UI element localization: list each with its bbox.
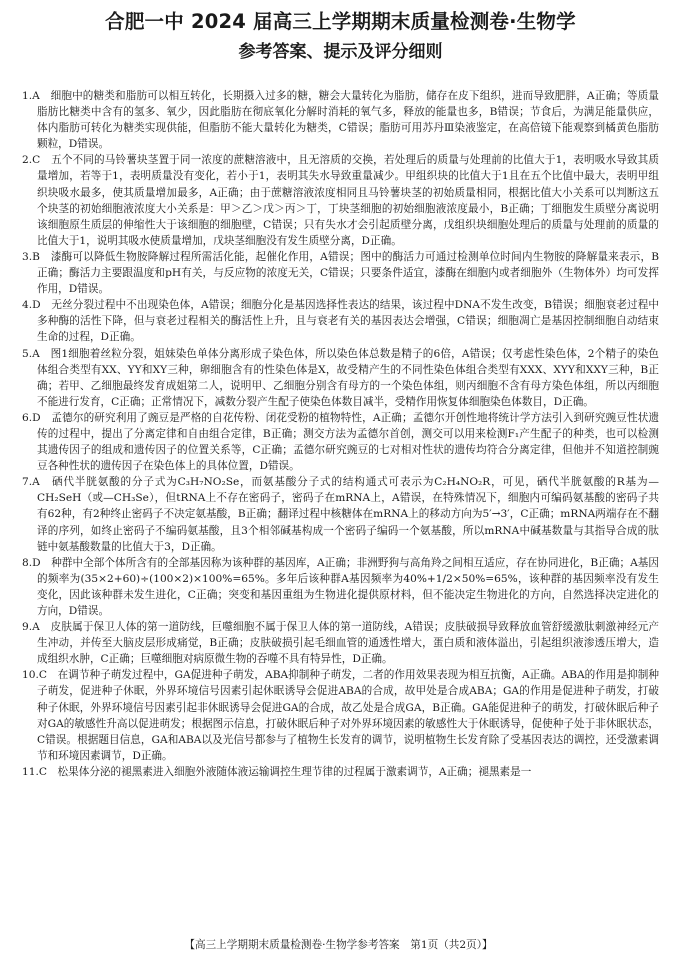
- answer-explanation: C 在调节种子萌发过程中，GA促进种子萌发，ABA抑制种子萌发，二者的作用效果表现为相互抗衡，A正确。ABA的作用是抑制种子萌发，促进种子休眠，外界环境信号因素引起休眠诱导会促进ABA的合成，故甲处是合成ABA；GA的作用是促进种子萌发，打破种子休眠，外界环境信号因素引起非休眠诱导会促进GA的合成，故乙处是合成GA，B正确。GA能促进种子的萌发，打破休眠后种子对GA的敏感性升高以促进萌发；根据图示信息，打破休眠后种子对外界环境因素的敏感性大于休眠诱导，促使种子处于非休眠状态，C错误。根据题目信息，GA和ABA以及光信号都参与了植物生长发育的调节，说明植物生长发育除了受基因表达的调控，还受激素调节和环境因素调节，D正确。: [37, 669, 659, 762]
- answer-number: 4.: [22, 299, 33, 312]
- answer-item-3: [22, 249, 659, 297]
- answer-number: 2.: [22, 154, 33, 167]
- answer-explanation: A 细胞中的糖类和脂肪可以相互转化，长期摄入过多的糖，糖会大量转化为脂肪，储存在皮下组织，进而导致肥胖，A正确；等质量脂肪比糖类中含有的氢多、氧少，因此脂肪在彻底氧化分解时消耗的氧气多，释放的能量也多，B错误；节食后，为满足能量供应，体内脂肪可转化为糖类实现供能，但脂肪不能大量转化为糖类，C错误；脂肪可用苏丹Ⅲ染液鉴定，在高倍镜下能观察到橘黄色脂肪颗粒，D错误。: [32, 90, 659, 151]
- answer-explanation: D 无丝分裂过程中不出现染色体，A错误；细胞分化是基因选择性表达的结果，该过程中DNA不发生改变，B错误；细胞衰老过程中多种酶的活性下降，但与衰老过程相关的酶活性上升，且与衰老有关的基因表达会增强，C错误；细胞凋亡是基因控制细胞自动结束生命的过程，D正确。: [32, 299, 659, 344]
- page-subtitle: 参考答案、提示及评分细则: [238, 42, 443, 62]
- answer-item-9: [22, 619, 659, 667]
- answer-item-2: [22, 152, 659, 249]
- answer-item-1: [22, 88, 659, 152]
- answer-explanation: A 硒代半胱氨酸的分子式为C₃H₇NO₂Se，而氨基酸分子式的结构通式可表示为C₂H₄NO₂R，可见，硒代半胱氨酸的R基为—CH₂SeH（或—CH₃Se），但tRNA上不存在密码子，密码子在mRNA上，A错误，在特殊情况下，细胞内可编码氨基酸的密码子共有62种，有2种终止密码子不决定氨基酸，B正确；翻译过程中核糖体在mRNA上的移动方向为5′→3′，C正确；mRNA两端存在不翻译的序列，如终止密码子不编码氨基酸，且3个相邻碱基构成一个密码子编码一个氨基酸，所以mRNA中碱基数量与其指导合成的肽链中氨基酸数量的比值大于3，D正确。: [32, 476, 659, 553]
- answer-explanation: C 五个不同的马铃薯块茎置于同一浓度的蔗糖溶液中，且无溶质的交换，若处理后的质量与处理前的比值大于1，表明吸水导致其质量增加，若等于1，表明质量没有变化，若小于1，表明其失水导致重量减少。甲组织块的比值大于1且在五个比值中最大，表明甲组织块吸水最多，使其质量增加最多，A正确；由于蔗糖溶液浓度相同且马铃薯块茎的初始质量相同，根据比值大小关系可以判断这五个块茎的初始细胞液浓度大小关系是：甲＞乙＞戊＞丙＞丁，丁块茎细胞的初始细胞液浓度最小，B正确；丁细胞发生质壁分离说明该细胞原生质层的伸缩性大于该细胞的细胞壁，C错误；只有失水才会引起质壁分离，戊组织块细胞处理后的质量与处理前的质量的比值大于1，说明其吸水使质量增加，戊块茎细胞没有发生质壁分离，D正确。: [32, 154, 659, 247]
- answer-number: 1.: [22, 90, 33, 102]
- answer-item-7: [22, 474, 659, 554]
- answer-explanation: D 孟德尔的研究利用了豌豆是严格的自花传粉、闭花受粉的植物特性，A正确；孟德尔开创性地将统计学方法引入到研究豌豆性状遗传的过程中，提出了分离定律和自由组合定律，B正确；测交方法为孟德尔首创，测交可以用来检测F₁产生配子的种类，也可以检测其遗传因子的组成和遗传因子的位置关系等，C正确；孟德尔研究豌豆的七对相对性状的遗传均符合分离定律，但他并不知道控制豌豆各种性状的遗传因子在染色体上的具体位置，D错误。: [32, 411, 659, 473]
- answer-number: 3.: [22, 250, 33, 263]
- answer-number: 7.: [22, 476, 33, 489]
- answer-number: 10.: [22, 669, 39, 682]
- answer-item-10: [22, 667, 659, 764]
- page-title: 合肥一中 2024 届高三上学期期末质量检测卷·生物学: [105, 10, 576, 33]
- answer-list: [22, 88, 659, 780]
- answer-item-11: [22, 764, 659, 780]
- answer-number: 8.: [22, 556, 33, 569]
- page-footer: 【高三上学期期末质量检测卷·生物学参考答案 第1页（共2页）】: [184, 939, 493, 951]
- answer-number: 6.: [22, 411, 33, 424]
- answer-number: 9.: [22, 621, 33, 634]
- answer-item-5: [22, 346, 659, 410]
- answer-number: 5.: [22, 347, 33, 360]
- answer-explanation: A 皮肤属于保卫人体的第一道防线，巨噬细胞不属于保卫人体的第一道防线，A错误；皮肤破损导致释放血管舒缓激肽刺激神经元产生冲动，并传至大脑皮层形成痛觉，B正确；皮肤破损引起毛细血管的通透性增大，蛋白质和液体溢出，引起组织液渗透压增大，造成组织水肿，C正确；巨噬细胞对病原微生物的吞噬不具有特异性，D正确。: [32, 621, 659, 666]
- answer-explanation: C 松果体分泌的褪黑素进入细胞外液随体液运输调控生理节律的过程属于激素调节，A正确；褪黑素是一: [38, 765, 532, 778]
- answer-item-4: [22, 297, 659, 345]
- answer-explanation: B 漆酶可以降低生物胺降解过程所需活化能，起催化作用，A错误；图中的酶活力可通过检测单位时间内生物胺的降解量来表示，B正确；酶活力主要跟温度和pH有关，与反应物的浓度无关，C错误；只要条件适宜，漆酶在细胞内或者细胞外（生物体外）均可发挥作用，D错误。: [32, 250, 659, 296]
- answer-explanation: A 图1细胞着丝粒分裂，姐妹染色单体分离形成子染色体，所以染色体总数是精子的6倍，A错误；仅考虑性染色体，2个精子的染色体组合类型有XX、YY和XY三种，卵细胞含有的性染色体是X，故受精产生的不同性染色体组合类型有XXX、XYY和XXY三种，B正确；若甲、乙细胞最终发育成姐第二人，说明甲、乙细胞分别含有母方的一个染色体组，则丙细胞不含有母方染色体组，所以丙细胞不能进行发育，C正确；正常情况下，减数分裂产生配子使染色体数目减半，受精作用恢复体细胞染色体数目，D正确。: [32, 347, 659, 408]
- answer-item-6: [22, 410, 659, 474]
- answer-explanation: D 种群中全部个体所含有的全部基因称为该种群的基因库，A正确；非洲野狗与高角羚之间相互适应，存在协同进化，B正确；A基因的频率为(35×2+60)÷(100×2)×100%=65%。多年后该种群A基因频率为40%+1/2×50%=65%，该种群的基因频率没有发生变化，因此该种群未发生进化，C正确；突变和基因重组为生物进化提供原材料，但不能决定生物进化的方向，自然选择决定进化的方向，D错误。: [32, 556, 659, 617]
- answer-number: 11.: [22, 765, 39, 778]
- answer-item-8: [22, 555, 659, 619]
